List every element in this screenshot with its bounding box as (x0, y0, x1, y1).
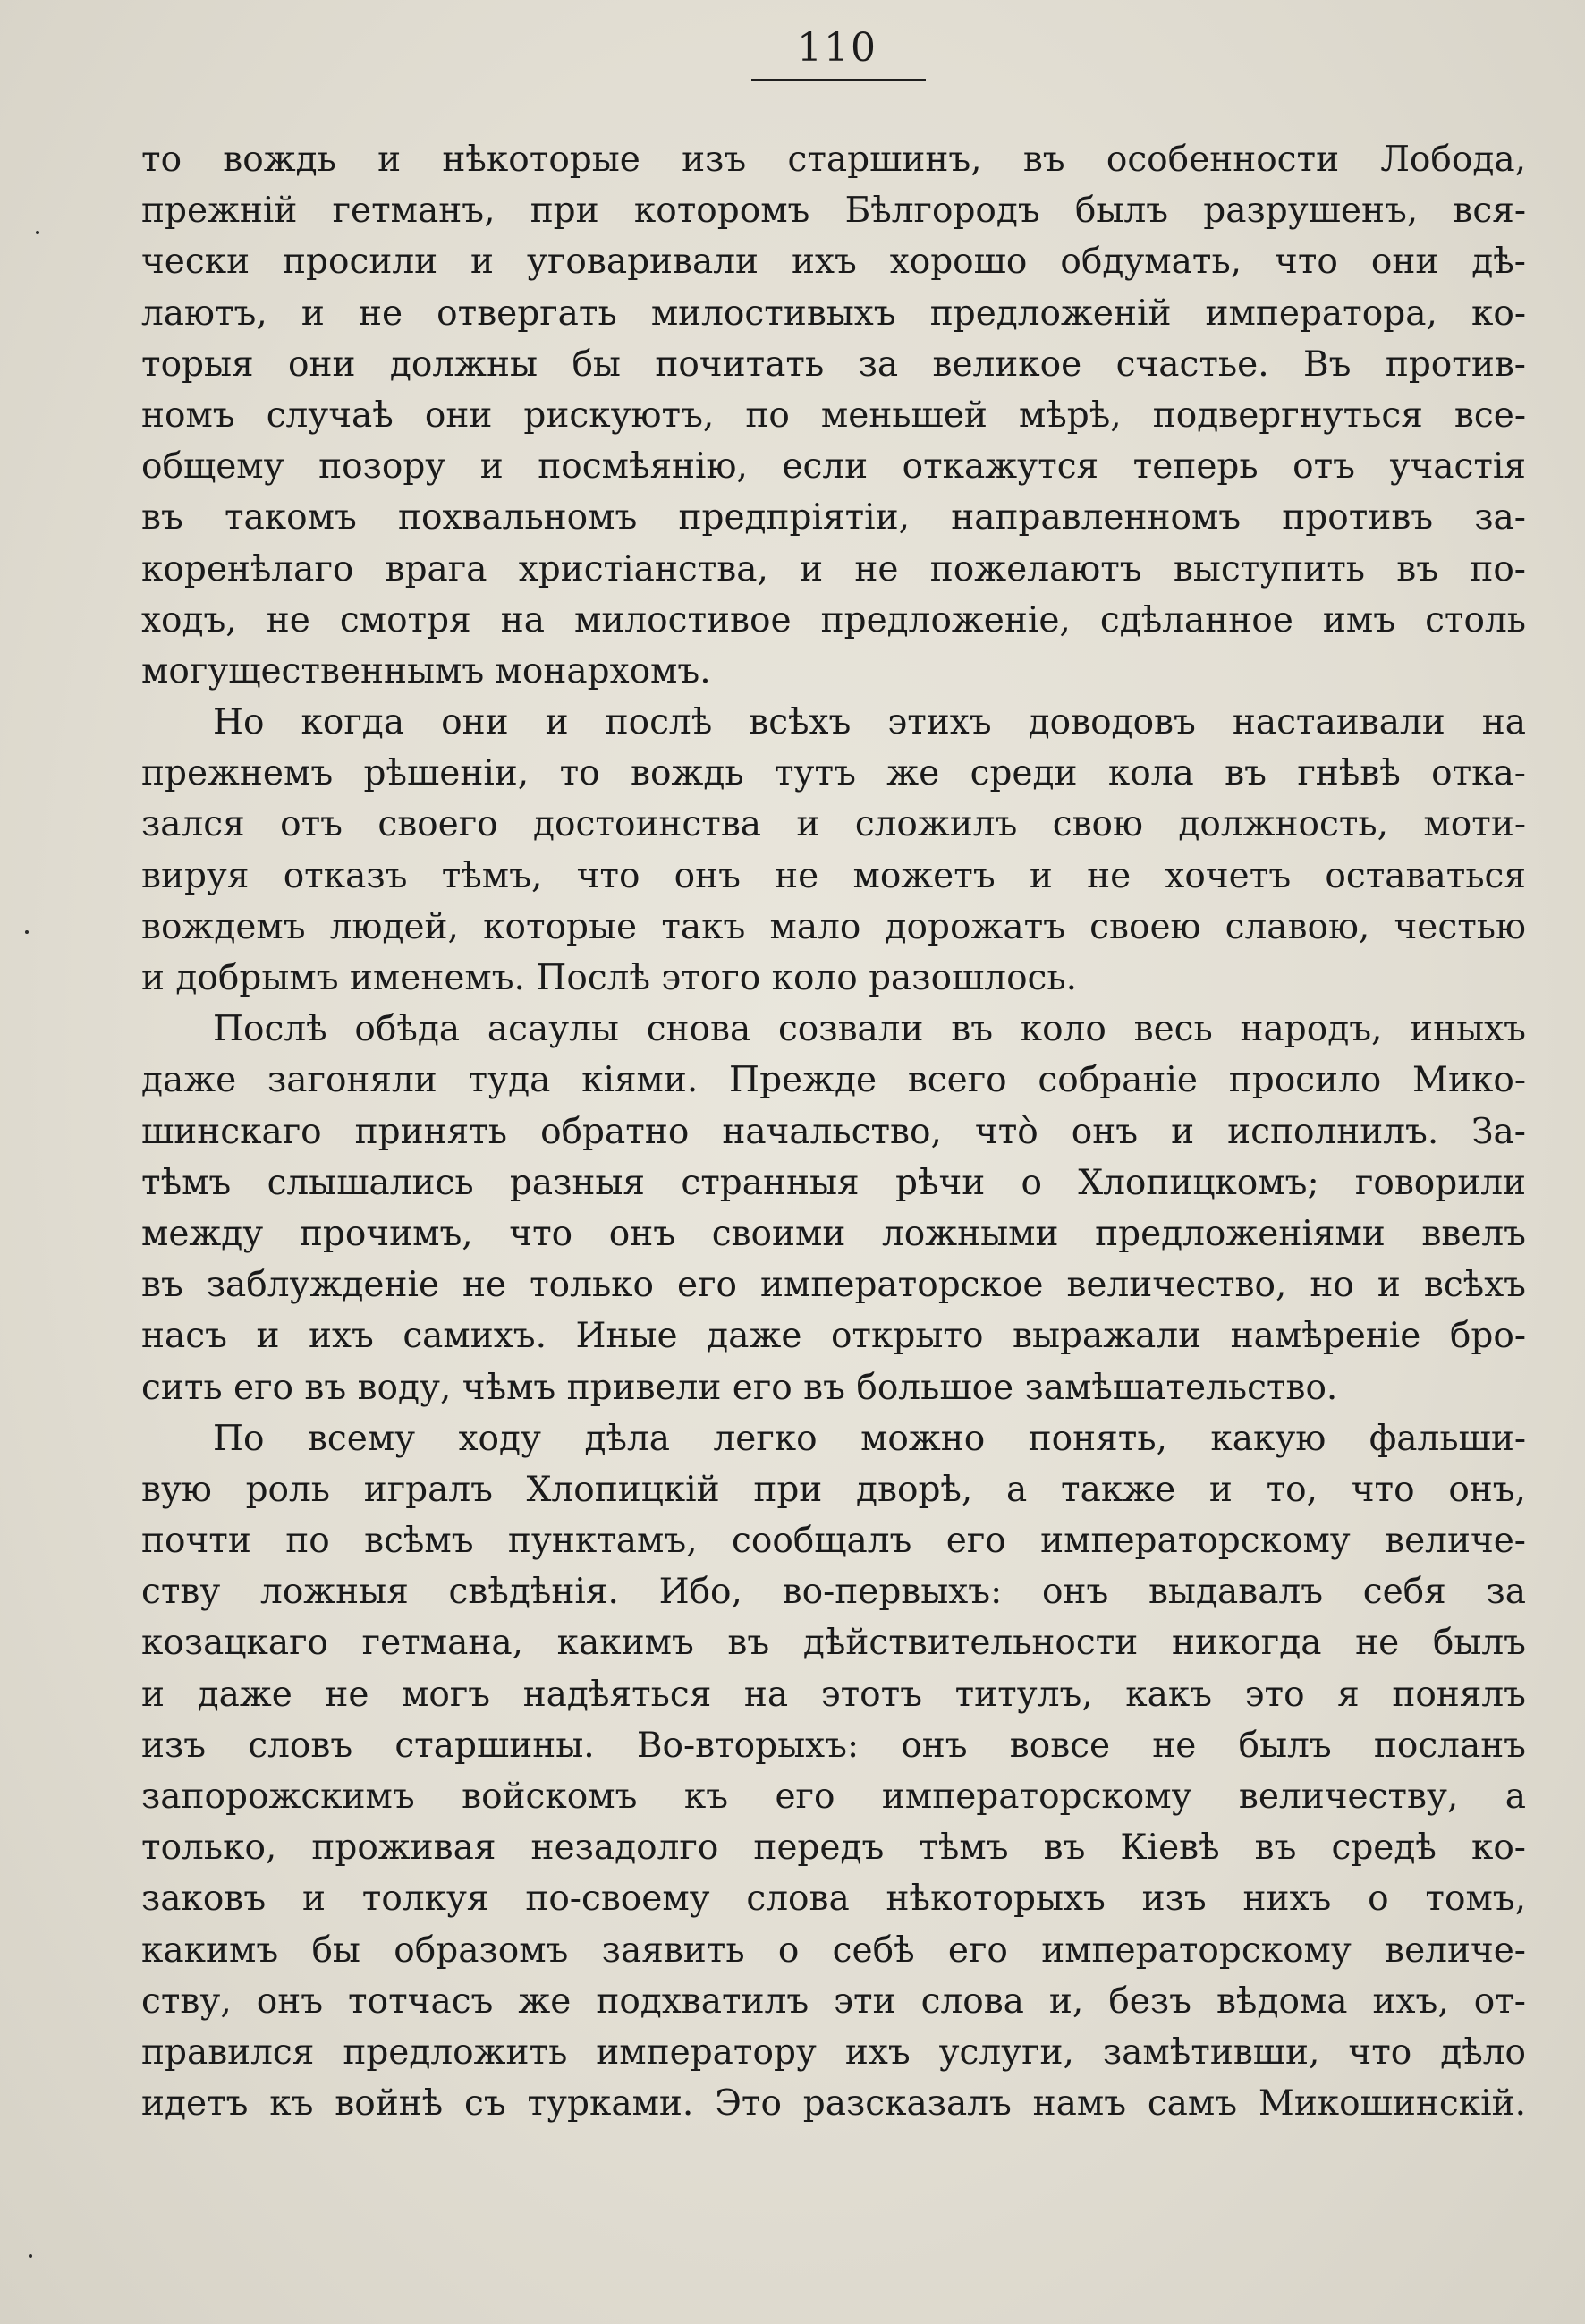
text-line: и добрымъ именемъ. Послѣ этого коло разошлось. (141, 958, 1078, 998)
text-line: изъ словъ старшины. Во-вторыхъ: онъ вовсе не былъ посланъ (141, 1725, 1526, 1766)
paragraph-first-line: По всему ходу дѣла легко можно понять, какую фальши- (213, 1418, 1526, 1459)
text-line: запорожскимъ войскомъ къ его императорскому величеству, а (141, 1777, 1526, 1817)
text-line: вую роль игралъ Хлопицкій при дворѣ, а также и то, что онъ, (141, 1469, 1526, 1510)
text-line: зался отъ своего достоинства и сложилъ свою должность, моти- (141, 804, 1526, 845)
print-speck (29, 2254, 32, 2258)
text-line: шинскаго принять обратно начальство, что̀ онъ и исполнилъ. За- (141, 1111, 1526, 1152)
text-line: въ такомъ похвальномъ предпріятіи, направленномъ противъ за- (141, 497, 1526, 539)
text-line: то вождь и нѣкоторые изъ старшинъ, въ особенности Лобода, (141, 140, 1526, 180)
text-line: коренѣлаго врага христіанства, и не пожелаютъ выступить въ по- (141, 548, 1526, 589)
text-line: ству ложныя свѣдѣнія. Ибо, во-первыхъ: онъ выдавалъ себя за (141, 1572, 1526, 1613)
text-line: лаютъ, и не отвергать милостивыхъ предложеній императора, ко- (141, 293, 1526, 334)
print-speck (36, 231, 39, 234)
text-line: номъ случаѣ они рискуютъ, по меньшей мѣрѣ, подвергнуться все- (141, 394, 1526, 436)
text-line: даже загоняли туда кіями. Прежде всего собраніе просило Мико- (141, 1060, 1526, 1101)
text-line: торыя они должны бы почитать за великое счастье. Въ против- (141, 344, 1526, 385)
text-line: сить его въ воду, чѣмъ привели его въ большое замѣшательство. (141, 1367, 1338, 1408)
text-line: только, проживая незадолго передъ тѣмъ въ Кіевѣ въ средѣ ко- (141, 1828, 1526, 1869)
text-line: чески просили и уговаривали ихъ хорошо обдумать, что они дѣ- (141, 242, 1526, 283)
text-line: и даже не могъ надѣяться на этотъ титулъ, какъ это я понялъ (141, 1674, 1526, 1715)
page-number: 110 (797, 25, 877, 71)
text-line: тѣмъ слышались разныя странныя рѣчи о Хлопицкомъ; говорили (141, 1162, 1526, 1203)
text-line: правился предложить императору ихъ услуги, замѣтивши, что дѣло (141, 2031, 1526, 2073)
page-number-rule (751, 79, 926, 81)
text-line: общему позору и посмѣянію, если откажутся теперь отъ участія (141, 446, 1526, 488)
paragraph-first-line: Но когда они и послѣ всѣхъ этихъ доводовъ настаивали на (213, 702, 1526, 743)
text-line: въ заблужденіе не только его императорское величество, но и всѣхъ (141, 1265, 1526, 1306)
paragraph-first-line: Послѣ обѣда асаулы снова созвали въ коло весь народъ, иныхъ (213, 1009, 1526, 1050)
text-line: могущественнымъ монархомъ. (141, 650, 711, 691)
text-line: прежній гетманъ, при которомъ Бѣлгородъ былъ разрушенъ, вся- (141, 191, 1526, 232)
text-line: прежнемъ рѣшеніи, то вождь тутъ же среди кола въ гнѣвѣ отка- (141, 753, 1526, 794)
text-line: идетъ къ войнѣ съ турками. Это разсказалъ намъ самъ Микошинскій. (141, 2083, 1526, 2125)
text-line: вождемъ людей, которые такъ мало дорожатъ своею славою, честью (141, 906, 1526, 947)
text-line: заковъ и толкуя по-своему слова нѣкоторыхъ изъ нихъ о томъ, (141, 1879, 1526, 1920)
text-line: ходъ, не смотря на милостивое предложеніе, сдѣланное имъ столь (141, 599, 1526, 640)
print-speck (25, 930, 29, 934)
text-line: почти по всѣмъ пунктамъ, сообщалъ его императорскому величе- (141, 1521, 1526, 1562)
text-line: между прочимъ, что онъ своими ложными предложеніями ввелъ (141, 1213, 1526, 1254)
text-line: какимъ бы образомъ заявить о себѣ его императорскому величе- (141, 1930, 1526, 1971)
text-line: насъ и ихъ самихъ. Иные даже открыто выражали намѣреніе бро- (141, 1316, 1526, 1357)
text-line: вируя отказъ тѣмъ, что онъ не можетъ и не хочетъ оставаться (141, 855, 1526, 896)
text-line: ству, онъ тотчасъ же подхватилъ эти слова и, безъ вѣдома ихъ, от- (141, 1980, 1526, 2022)
body-text (141, 134, 1526, 2129)
text-line: козацкаго гетмана, какимъ въ дѣйствительности никогда не былъ (141, 1623, 1526, 1664)
